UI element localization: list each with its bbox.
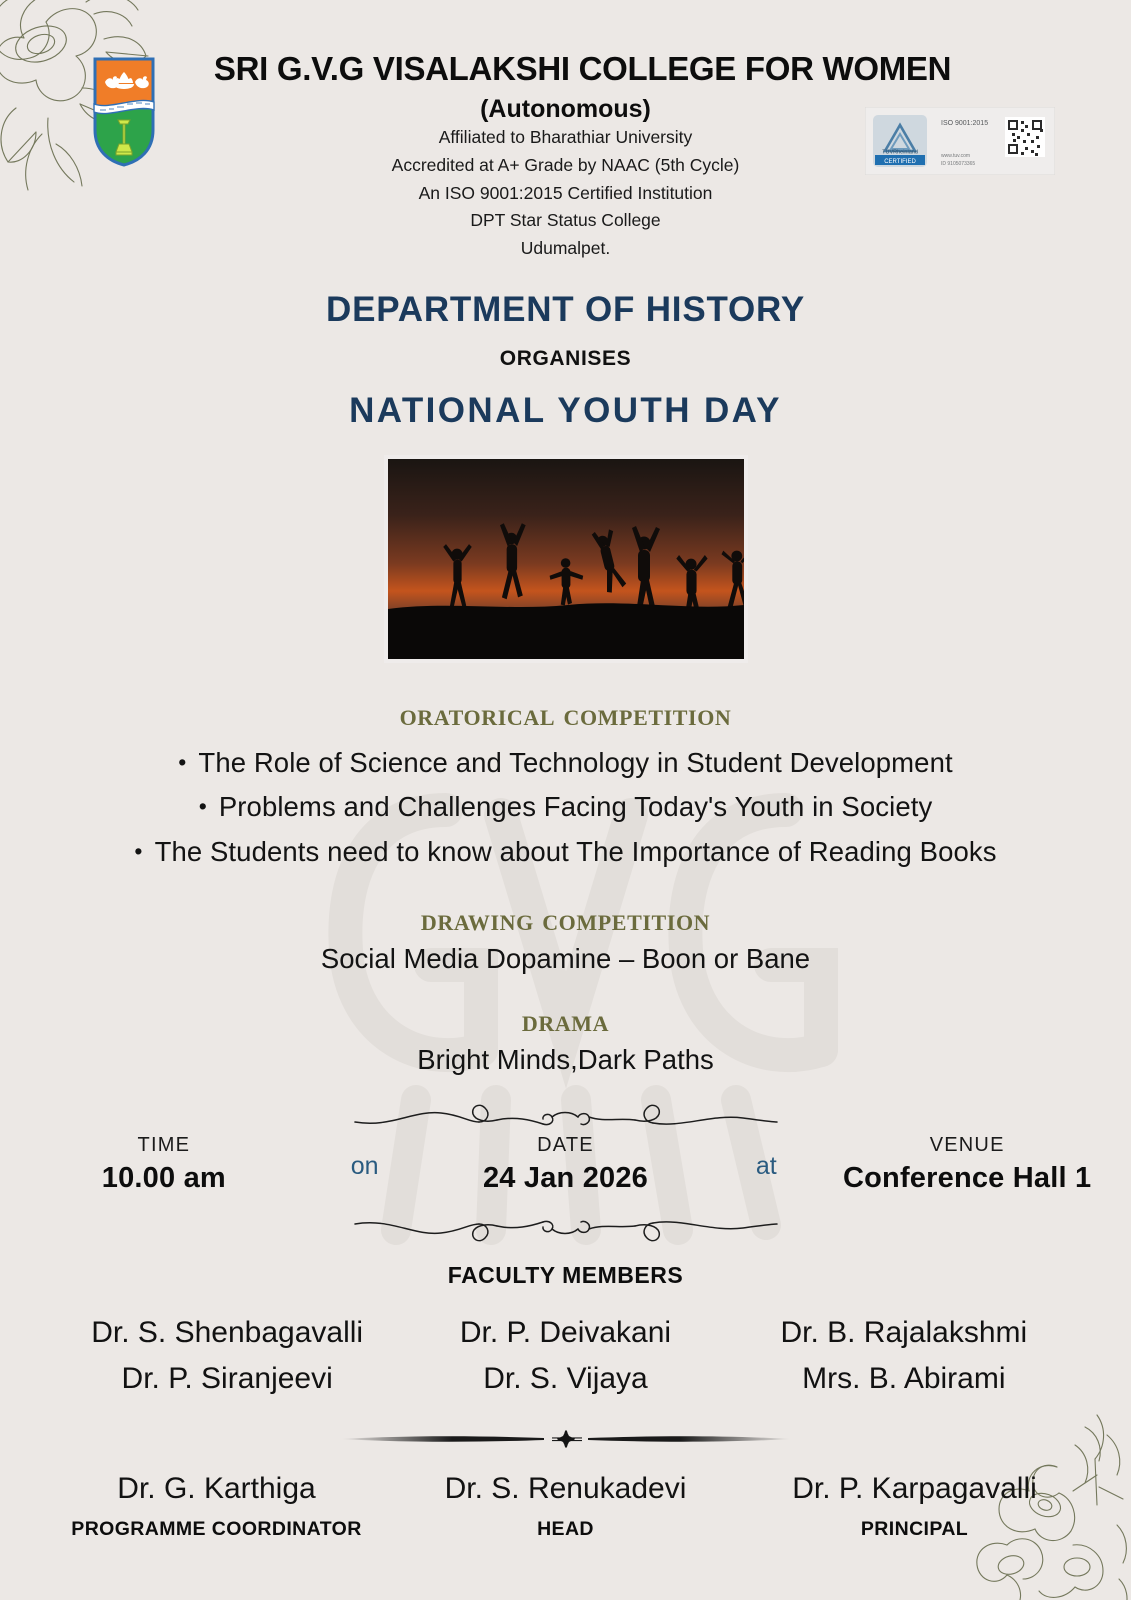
poster-header [0, 0, 1131, 263]
time-block [0, 1134, 328, 1195]
college-crest-icon [92, 56, 156, 168]
affiliation-line: An ISO 9001:2015 Certified Institution [418, 182, 713, 203]
time-label: TIME [137, 1134, 191, 1157]
venue-label: VENUE [929, 1134, 1005, 1157]
signatory-name: Dr. P. Karpagavalli [792, 1472, 1037, 1506]
swirl-flourish-divider-icon [351, 1098, 781, 1128]
list-item: • The Students need to know about The Importance of Reading Books [0, 830, 1131, 875]
faculty-list [0, 1311, 1131, 1400]
youth-silhouette-sunset-photo [388, 459, 744, 659]
signatory-name: Dr. G. Karthiga [117, 1472, 316, 1506]
drawing-topic: Social Media Dopamine – Boon or Bane [320, 943, 811, 975]
affiliation-line: DPT Star Status College [470, 210, 661, 231]
date-label: DATE [537, 1134, 594, 1157]
connector-at: at [755, 1152, 777, 1181]
affiliation-line: Udumalpet. [520, 237, 611, 258]
svg-text:TUVRheinland: TUVRheinland [882, 149, 918, 156]
swirl-flourish-divider-icon [351, 1218, 781, 1248]
signatory [42, 1472, 391, 1506]
autonomous-label: (Autonomous) [480, 95, 651, 124]
signatory-role: HEAD [537, 1518, 594, 1541]
signatory-name: Dr. S. Renukadevi [444, 1472, 687, 1506]
list-item: Dr. P. Deivakani [459, 1316, 672, 1350]
signatory [42, 1506, 391, 1541]
list-item: Dr. P. Siranjeevi [121, 1361, 333, 1395]
signatory [391, 1472, 740, 1506]
drama-heading: drama [521, 1003, 610, 1039]
list-item: Mrs. B. Abirami [802, 1361, 1006, 1395]
signatory [391, 1506, 740, 1541]
tuv-rheinland-certified-badge-icon [865, 107, 1055, 175]
oratorical-topics [0, 741, 1131, 875]
date-value: 24 Jan 2026 [482, 1162, 649, 1195]
oratorical-heading: oratorical competition [399, 696, 732, 732]
event-title: NATIONAL YOUTH DAY [349, 390, 782, 430]
affiliation-line: Affiliated to Bharathiar University [438, 127, 693, 148]
svg-text:www.tuv.com: www.tuv.com [941, 153, 971, 159]
details-grid [0, 1134, 1131, 1195]
connector-on: on [350, 1152, 379, 1181]
ornamental-fleuron-divider-icon [336, 1428, 796, 1450]
list-item: Dr. S. Vijaya [483, 1361, 648, 1395]
signatory-role: PRINCIPAL [860, 1518, 969, 1541]
time-value: 10.00 am [101, 1162, 226, 1195]
svg-text:ISO 9001:2015: ISO 9001:2015 [941, 120, 989, 127]
list-item: • The Role of Science and Technology in Student Development [0, 741, 1131, 786]
list-item: Dr. S. Shenbagavalli [91, 1316, 364, 1350]
list-item: Dr. B. Rajalakshmi [780, 1316, 1028, 1350]
affiliation-line: Accredited at A+ Grade by NAAC (5th Cycle) [391, 154, 740, 175]
list-item: • Problems and Challenges Facing Today's Youth in Society [0, 785, 1131, 830]
signatory-role: PROGRAMME COORDINATOR [71, 1518, 362, 1541]
signatory [740, 1472, 1089, 1506]
svg-text:ID 9105073365: ID 9105073365 [941, 161, 976, 167]
event-details [0, 1098, 1131, 1248]
college-name: SRI G.V.G VISALAKSHI COLLEGE FOR WOMEN [213, 50, 952, 87]
drawing-heading: drawing competition [420, 902, 711, 938]
organises-label: ORGANISES [499, 346, 632, 370]
signatory [740, 1506, 1089, 1541]
department-title: DEPARTMENT OF HISTORY [326, 289, 805, 329]
faculty-heading: FACULTY MEMBERS [447, 1262, 684, 1289]
svg-text:CERTIFIED: CERTIFIED [884, 159, 916, 165]
date-block [402, 1134, 730, 1195]
event-photo [384, 455, 748, 663]
venue-value: Conference Hall 1 [842, 1162, 1092, 1195]
drama-topic: Bright Minds,Dark Paths [417, 1044, 714, 1076]
venue-block [803, 1134, 1131, 1195]
signatories [0, 1472, 1131, 1541]
